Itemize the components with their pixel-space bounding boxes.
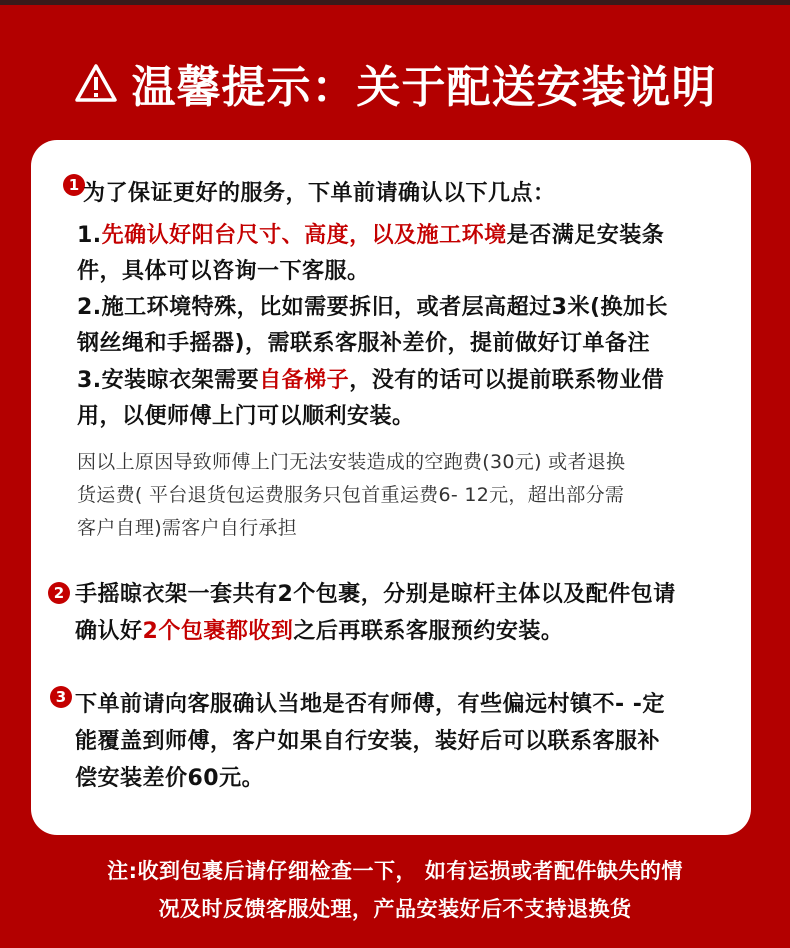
number-badge-1: 1 [63,174,85,196]
section1-intro: 为了保证更好的服务，下单前请确认以下几点： [83,181,556,206]
section2-line1: 手摇晾衣架一套共有2个包裹，分别是晾杆主体以及配件包请 [75,582,676,607]
section1-item3: 3.安装晾衣架需要自备梯子，没有的话可以提前联系物业借 [77,368,665,393]
section1-item3-cont: 用，以便师傅上门可以顺利安装。 [77,404,415,429]
section1-item2-line1: 2.施工环境特殊，比如需要拆旧，或者层高超过3米(换加长 [77,295,669,320]
warning-triangle-icon [74,63,118,103]
section3-line1: 下单前请向客服确认当地是否有师傅，有些偏远村镇不- -定 [75,692,665,717]
page-title: 温馨提示：关于配送安装说明 [131,62,717,113]
top-border [0,0,790,5]
section3-line2: 能覆盖到师傅，客户如果自行安装，装好后可以联系客服补 [75,729,661,754]
section1-note-line3: 客户自理)需客户自行承担 [77,517,298,539]
section1-item1-cont: 件，具体可以咨询一下客服。 [77,259,370,284]
number-badge-3: 3 [50,686,72,708]
section3-line3: 偿安装差价60元。 [75,766,265,791]
section1-item1: 1.先确认好阳台尺寸、高度，以及施工环境是否满足安装条 [77,223,665,248]
notice-card [31,140,751,835]
item1-highlight: 先确认好阳台尺寸、高度，以及施工环境 [101,223,507,248]
item3-highlight: 自备梯子 [259,368,350,393]
section2-highlight: 2个包裹都收到 [142,619,294,644]
section1-item2-line2: 钢丝绳和手摇器)，需联系客服补差价，提前做好订单备注 [77,331,651,356]
footer-note-line1: 注:收到包裹后请仔细检查一下， 如有运损或者配件缺失的情 [107,859,683,883]
section2-line2: 确认好2个包裹都收到之后再联系客服预约安装。 [75,619,564,644]
page-header [0,48,790,118]
section1-note-line1: 因以上原因导致师傅上门无法安装造成的空跑费(30元) 或者退换 [77,451,626,473]
footer-note-line2: 况及时反馈客服处理，产品安装好后不支持退换货 [158,897,632,921]
section1-note-line2: 货运费( 平台退货包运费服务只包首重运费6- 12元，超出部分需 [77,484,625,506]
number-badge-2: 2 [48,582,70,604]
